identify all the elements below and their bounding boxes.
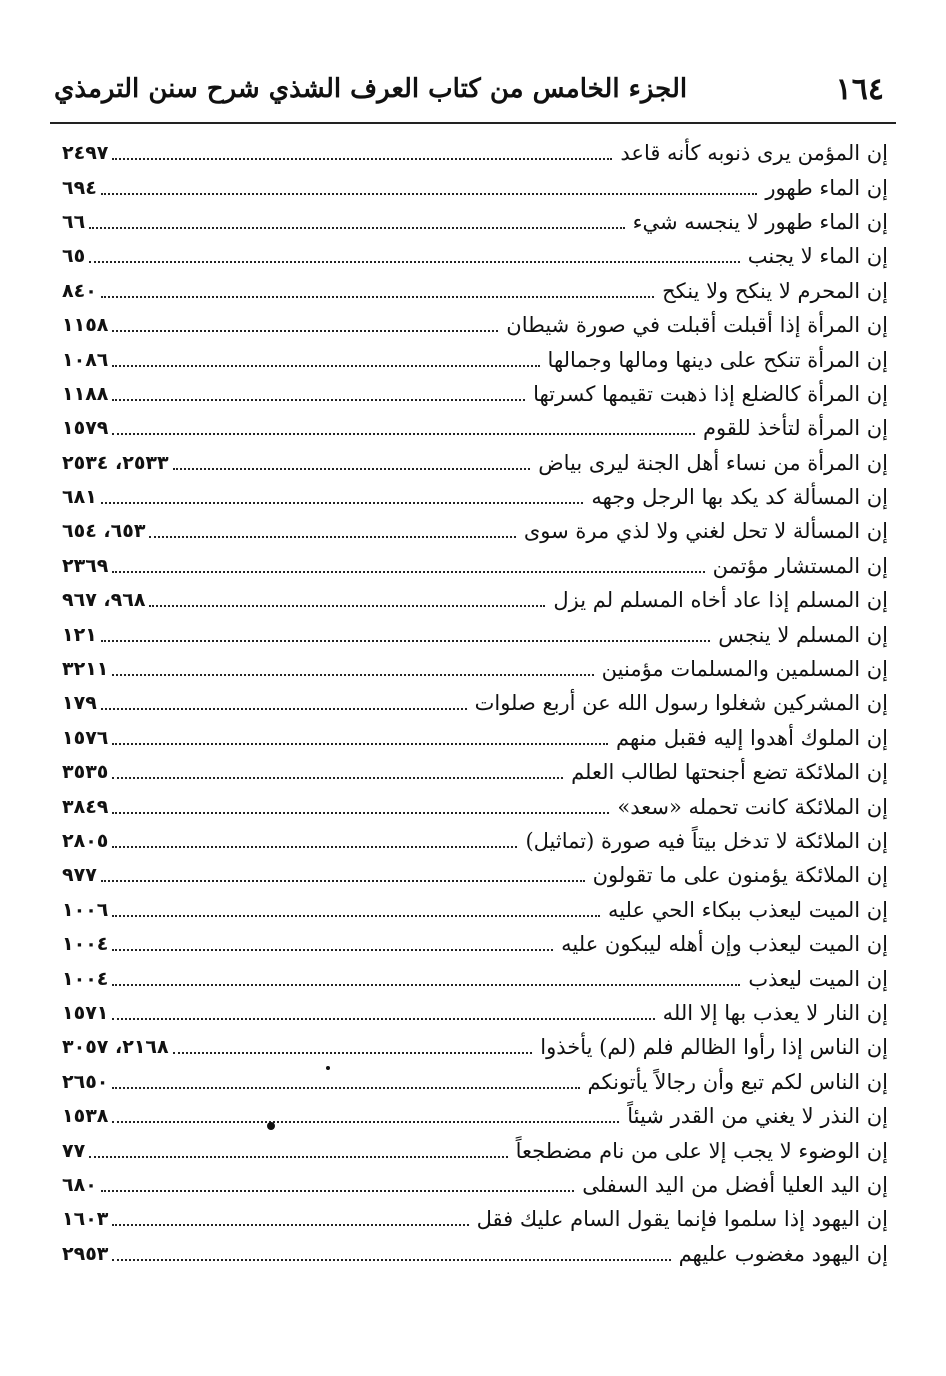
- page-header: [54, 66, 892, 116]
- entry-text: إن الماء طهور: [765, 175, 888, 200]
- dot-leader: [112, 1121, 619, 1123]
- entry-reference-number: ٩٧٧: [62, 864, 97, 887]
- index-entry: [62, 342, 888, 376]
- header-rule: [50, 122, 896, 124]
- entry-text: إن الناس إذا رأوا الظالم فلم (لم) يأخذوا: [540, 1035, 888, 1060]
- dot-leader: [112, 365, 539, 367]
- dot-leader: [89, 227, 624, 229]
- index-entry: [62, 514, 888, 548]
- entry-reference-number: ٣٥٣٥: [62, 761, 109, 784]
- dot-leader: [101, 708, 467, 710]
- entry-reference-number: ٦٥٣، ٦٥٤: [62, 520, 146, 543]
- entry-text: إن المسلم إذا عاد أخاه المسلم لم يزل: [553, 588, 888, 613]
- entry-reference-number: ١٠٠٦: [62, 898, 109, 921]
- index-entry: [62, 686, 888, 720]
- dot-leader: [173, 1052, 533, 1054]
- entry-text: إن المسلم لا ينجس: [718, 622, 888, 647]
- index-entry: [62, 893, 888, 927]
- dot-leader: [89, 261, 740, 263]
- entry-text: إن الماء لا يجنب: [747, 244, 888, 269]
- index-entry: [62, 308, 888, 342]
- entry-text: إن الناس لكم تبع وأن رجالاً يأتونكم: [587, 1069, 888, 1094]
- entry-reference-number: ٦٥: [62, 245, 86, 268]
- entry-text: إن اليد العليا أفضل من اليد السفلى: [582, 1172, 888, 1197]
- entry-reference-number: ١٠٨٦: [62, 348, 109, 371]
- entry-reference-number: ١٦٠٣: [62, 1208, 109, 1231]
- entry-text: إن الملوك أهدوا إليه فقبل منهم: [616, 725, 888, 750]
- index-entry: [62, 927, 888, 961]
- entry-reference-number: ٢٨٠٥: [62, 830, 109, 852]
- entry-text: إن اليهود مغضوب عليهم: [678, 1241, 888, 1266]
- index-entry: [62, 1065, 888, 1099]
- dot-leader: [112, 1259, 670, 1261]
- index-entry: [62, 239, 888, 273]
- entry-text: إن الماء طهور لا ينجسه شيء: [632, 209, 888, 234]
- scan-speck: [267, 1122, 275, 1130]
- index-entry: [62, 961, 888, 995]
- dot-leader: [112, 1087, 579, 1089]
- dot-leader: [149, 605, 545, 607]
- entry-text: إن الميت ليعذب وإن أهله ليبكون عليه: [561, 932, 888, 957]
- dot-leader: [112, 777, 563, 779]
- entry-reference-number: ١٠٠٤: [62, 967, 109, 990]
- dot-leader: [89, 1156, 507, 1158]
- index-entry: [62, 446, 888, 480]
- entry-text: إن المسألة لا تحل لغني ولا لذي مرة سوى: [523, 519, 888, 544]
- dot-leader: [112, 1224, 468, 1226]
- entry-text: إن اليهود إذا سلموا فإنما يقول السام عليك فقل: [476, 1207, 888, 1232]
- dot-leader: [112, 674, 593, 676]
- entry-reference-number: ٢٩٥٣: [62, 1242, 109, 1265]
- entry-reference-number: ١٥٧٦: [62, 726, 109, 749]
- entry-text: إن الميت ليعذب: [748, 966, 888, 991]
- entry-text: إن الميت ليعذب ببكاء الحي عليه: [607, 897, 888, 922]
- entry-reference-number: ١٢١: [62, 623, 97, 646]
- entry-reference-number: ٢٦٥٠: [62, 1070, 109, 1093]
- dot-leader: [112, 399, 525, 401]
- entry-reference-number: ٣٨٤٩: [62, 795, 109, 818]
- dot-leader: [101, 193, 758, 195]
- index-entry: [62, 205, 888, 239]
- index-entry: [62, 617, 888, 651]
- entry-reference-number: ٦٨٠: [62, 1173, 97, 1196]
- entry-text: إن المسلمين والمسلمات مؤمنين: [601, 657, 888, 682]
- dot-leader: [112, 743, 608, 745]
- index-entry-list: [62, 136, 888, 1271]
- dot-leader: [112, 915, 600, 917]
- entry-reference-number: ٦٨١: [62, 486, 97, 509]
- index-entry: [62, 1030, 888, 1064]
- entry-text: إن الملائكة تضع أجنحتها لطالب العلم: [571, 760, 888, 785]
- index-entry: [62, 1202, 888, 1236]
- index-entry: [62, 721, 888, 755]
- entry-text: إن المستشار مؤتمن: [712, 553, 888, 578]
- entry-reference-number: ١١٥٨: [62, 314, 109, 337]
- dot-leader: [173, 468, 531, 470]
- entry-text: إن المرأة من نساء أهل الجنة ليرى بياض: [538, 450, 888, 475]
- dot-leader: [112, 949, 553, 951]
- entry-reference-number: ١٥٣٨: [62, 1105, 109, 1128]
- entry-reference-number: ٩٦٨، ٩٦٧: [62, 589, 146, 612]
- index-entry: [62, 583, 888, 617]
- index-entry: [62, 170, 888, 204]
- index-entry: [62, 1168, 888, 1202]
- dot-leader: [112, 330, 498, 332]
- dot-leader: [112, 812, 609, 814]
- entry-text: إن النذر لا يغني من القدر شيئاً: [627, 1104, 888, 1129]
- entry-text: إن المرأة لتأخذ للقوم: [702, 416, 888, 441]
- index-entry: [62, 858, 888, 892]
- index-entry: [62, 274, 888, 308]
- index-entry: [62, 1099, 888, 1133]
- entry-reference-number: ٢١٦٨، ٣٠٥٧: [62, 1036, 169, 1059]
- entry-reference-number: ٨٤٠: [62, 279, 97, 302]
- running-title: الجزء الخامس من كتاب العرف الشذي شرح سنن الترمذي: [54, 74, 688, 104]
- entry-text: إن المرأة تنكح على دينها ومالها وجمالها: [547, 347, 888, 372]
- dot-leader: [112, 1018, 654, 1020]
- dot-leader: [149, 536, 515, 538]
- entry-reference-number: ٢٤٩٧: [62, 142, 109, 165]
- entry-text: إن الملائكة كانت تحمله «سعد»: [617, 794, 888, 819]
- entry-reference-number: ٧٧: [62, 1139, 86, 1162]
- dot-leader: [101, 502, 584, 504]
- page-number: ١٦٤: [835, 72, 884, 107]
- index-entry: [62, 996, 888, 1030]
- dot-leader: [101, 880, 585, 882]
- entry-text: إن المحرم لا ينكح ولا ينكح: [662, 278, 888, 303]
- entry-text: إن المرأة إذا أقبلت أقبلت في صورة شيطان: [506, 313, 888, 338]
- index-entry: [62, 1237, 888, 1271]
- entry-text: إن الملائكة يؤمنون على ما تقولون: [592, 863, 888, 888]
- index-entry: [62, 652, 888, 686]
- index-entry: [62, 377, 888, 411]
- entry-reference-number: ٣٢١١: [62, 658, 109, 681]
- entry-reference-number: ١٥٧١: [62, 1001, 109, 1024]
- index-entry: [62, 136, 888, 170]
- entry-text: إن الوضوء لا يجب إلا على من نام مضطجعاً: [515, 1138, 888, 1163]
- scan-speck: [326, 1066, 330, 1070]
- entry-reference-number: ٦٩٤: [62, 176, 97, 199]
- entry-reference-number: ١١٨٨: [62, 382, 109, 405]
- dot-leader: [101, 640, 710, 642]
- entry-text: إن المشركين شغلوا رسول الله عن أربع صلوات: [474, 691, 888, 716]
- dot-leader: [112, 846, 517, 848]
- dot-leader: [112, 571, 704, 573]
- index-entry: [62, 480, 888, 514]
- dot-leader: [112, 433, 695, 435]
- dot-leader: [112, 984, 740, 986]
- entry-reference-number: ١٥٧٩: [62, 417, 109, 440]
- entry-reference-number: ١٧٩: [62, 692, 97, 715]
- index-entry: [62, 1133, 888, 1167]
- entry-reference-number: ١٠٠٤: [62, 933, 109, 956]
- index-entry: [62, 789, 888, 823]
- index-entry: [62, 755, 888, 789]
- entry-text: إن المرأة كالضلع إذا ذهبت تقيمها كسرتها: [533, 381, 888, 406]
- index-entry: [62, 411, 888, 445]
- index-entry: [62, 824, 888, 858]
- entry-text: إن الملائكة لا تدخل بيتاً فيه صورة (تماثيل): [525, 829, 888, 853]
- entry-reference-number: ٢٣٦٩: [62, 554, 109, 577]
- dot-leader: [112, 158, 612, 160]
- entry-reference-number: ٦٦: [62, 210, 86, 233]
- dot-leader: [101, 1190, 574, 1192]
- entry-text: إن المؤمن يرى ذنوبه كأنه قاعد: [620, 141, 888, 166]
- index-entry: [62, 549, 888, 583]
- entry-text: إن المسألة كد يكد بها الرجل وجهه: [591, 485, 888, 510]
- entry-reference-number: ٢٥٣٣، ٢٥٣٤: [62, 451, 169, 474]
- entry-text: إن النار لا يعذب بها إلا الله: [662, 1000, 888, 1025]
- dot-leader: [101, 296, 654, 298]
